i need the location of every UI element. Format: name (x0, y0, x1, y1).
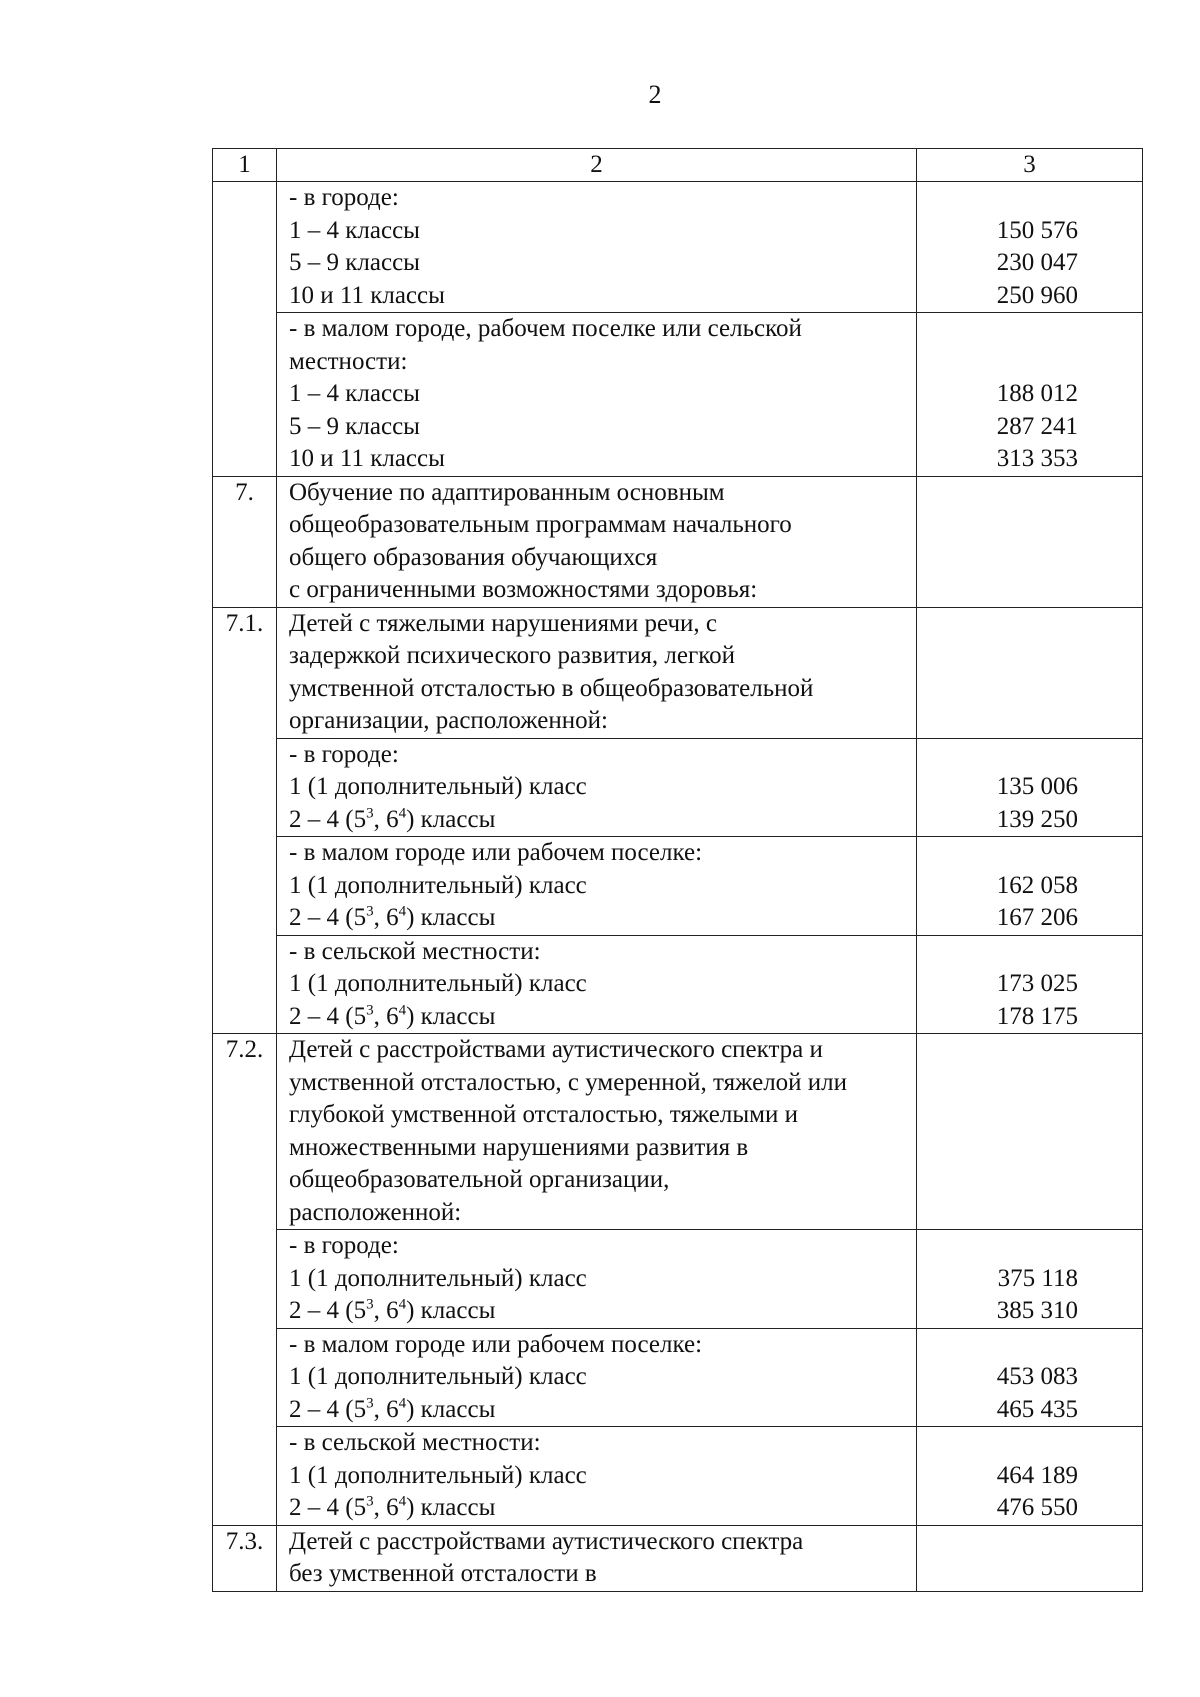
row-value: 188 012 (996, 380, 1078, 407)
row-label: 2 – 4 ($5^3$, $6^4$) классы (289, 1002, 496, 1030)
row-value: 287 241 (996, 412, 1078, 440)
section-line: умственной отсталостью, с умеренной, тяжелой или (289, 1068, 848, 1096)
row-label: 1 – 4 классы (289, 216, 420, 244)
row-label: 2 – 4 ($5^3$, $6^4$) классы (289, 903, 496, 931)
row-value: 230 047 (996, 249, 1078, 276)
row-value: 385 310 (996, 1297, 1078, 1324)
section-line: без умственной отсталости в (289, 1560, 597, 1587)
row-number-cell: 7.2. (213, 1034, 277, 1526)
row-label: 1 (1 дополнительный) класс (289, 871, 587, 899)
row-label: 5 – 9 классы (289, 412, 420, 440)
row-value: 162 058 (996, 871, 1078, 899)
row-label: 1 (1 дополнительный) класс (289, 1264, 587, 1292)
row-label: 2 – 4 ($5^3$, $6^4$) классы (289, 805, 496, 833)
section-line: глубокой умственной отсталостью, тяжелыми и (289, 1101, 798, 1128)
tariff-table (212, 148, 1143, 1592)
row-number-cell: 7.3. (213, 1525, 277, 1591)
section-7-text (277, 476, 917, 607)
row-value: 375 118 (997, 1264, 1078, 1292)
section-line: с ограниченными возможностями здоровья: (289, 576, 758, 603)
row-value: 476 550 (996, 1494, 1078, 1521)
group-title: - в малом городе или рабочем поселке: (289, 1330, 703, 1358)
group-city-values (917, 182, 1143, 313)
section-7-3-text (277, 1525, 917, 1591)
table-row (213, 182, 1143, 313)
row-value: 453 083 (996, 1363, 1078, 1390)
section-7-1-text (277, 607, 917, 738)
row-label: 10 и 11 классы (289, 281, 445, 309)
row-label: 1 – 4 классы (289, 380, 420, 407)
table-row (213, 1427, 1143, 1526)
table-row (213, 1525, 1143, 1591)
header-col-1: 1 (213, 149, 277, 182)
header-col-3: 3 (917, 149, 1143, 182)
section-line: организации, расположенной: (289, 707, 608, 734)
row-number-cell (213, 182, 277, 477)
group-smalltown-text (277, 837, 917, 936)
table-row (213, 935, 1143, 1034)
row-value: 167 206 (996, 904, 1078, 931)
row-label: 1 (1 дополнительный) класс (289, 1363, 587, 1390)
group-title: местности: (289, 347, 408, 375)
table-row (213, 738, 1143, 837)
table-header-row (213, 149, 1143, 182)
section-line: Детей с расстройствами аутистического спектра (289, 1527, 804, 1555)
empty-value-cell (917, 1034, 1143, 1230)
row-value: 250 960 (996, 281, 1078, 309)
section-line: задержкой психического развития, легкой (289, 642, 735, 669)
table-row (213, 1230, 1143, 1329)
group-city-text (277, 182, 917, 313)
row-label: 1 (1 дополнительный) класс (289, 773, 587, 800)
section-line: Детей с тяжелыми нарушениями речи, с (289, 609, 718, 637)
row-label: 10 и 11 классы (289, 445, 445, 472)
group-title: - в городе: (289, 740, 399, 768)
group-smalltown-values (917, 1328, 1143, 1427)
row-label: 1 (1 дополнительный) класс (289, 970, 587, 997)
section-line: общеобразовательной организации, (289, 1166, 670, 1193)
group-title: - в городе: (289, 184, 399, 211)
group-smalltown-values (917, 837, 1143, 936)
empty-value-cell (917, 476, 1143, 607)
row-label: 2 – 4 ($5^3$, $6^4$) классы (289, 1493, 496, 1521)
table-row (213, 1034, 1143, 1230)
section-line: расположенной: (289, 1198, 462, 1226)
row-number-cell: 7.1. (213, 607, 277, 1034)
row-value: 135 006 (996, 773, 1078, 800)
row-label: 5 – 9 классы (289, 249, 420, 276)
group-rural-text (277, 935, 917, 1034)
row-value: 313 353 (996, 445, 1078, 472)
row-value: 139 250 (996, 805, 1078, 833)
group-title: - в городе: (289, 1232, 399, 1259)
group-title: - в сельской местности: (289, 937, 541, 965)
section-line: Детей с расстройствами аутистического спектра и (289, 1036, 823, 1063)
group-smalltown-text (277, 1328, 917, 1427)
table-row (213, 313, 1143, 477)
row-value: 173 025 (996, 970, 1078, 997)
group-title: - в сельской местности: (289, 1429, 541, 1456)
group-city-text (277, 1230, 917, 1329)
row-label: 2 – 4 ($5^3$, $6^4$) классы (289, 1296, 496, 1324)
section-line: умственной отсталостью в общеобразовательной (289, 674, 814, 702)
group-smalltown-values (917, 313, 1143, 477)
group-city-values (917, 738, 1143, 837)
row-value: 150 576 (996, 216, 1078, 244)
table-row (213, 607, 1143, 738)
group-title: - в малом городе, рабочем поселке или сельской (289, 315, 802, 342)
table-row (213, 837, 1143, 936)
row-label: 2 – 4 ($5^3$, $6^4$) классы (289, 1395, 496, 1423)
section-line: общего образования обучающихся (289, 543, 658, 571)
row-value: 464 189 (996, 1461, 1078, 1489)
group-title: - в малом городе или рабочем поселке: (289, 839, 703, 866)
section-7-2-text (277, 1034, 917, 1230)
empty-value-cell (917, 607, 1143, 738)
section-line: Обучение по адаптированным основным (289, 478, 725, 506)
table-row (213, 1328, 1143, 1427)
header-col-2: 2 (277, 149, 917, 182)
group-city-text (277, 738, 917, 837)
table-row (213, 476, 1143, 607)
group-city-values (917, 1230, 1143, 1329)
page-number: 2 (648, 80, 662, 109)
section-line: общеобразовательным программам начального (289, 511, 792, 538)
row-label: 1 (1 дополнительный) класс (289, 1461, 587, 1489)
section-line: множественными нарушениями развития в (289, 1133, 749, 1161)
row-value: 465 435 (996, 1395, 1078, 1423)
group-rural-values (917, 1427, 1143, 1526)
group-rural-text (277, 1427, 917, 1526)
row-number-cell: 7. (213, 476, 277, 607)
row-value: 178 175 (996, 1002, 1078, 1030)
group-rural-values (917, 935, 1143, 1034)
group-smalltown-text (277, 313, 917, 477)
empty-value-cell (917, 1525, 1143, 1591)
